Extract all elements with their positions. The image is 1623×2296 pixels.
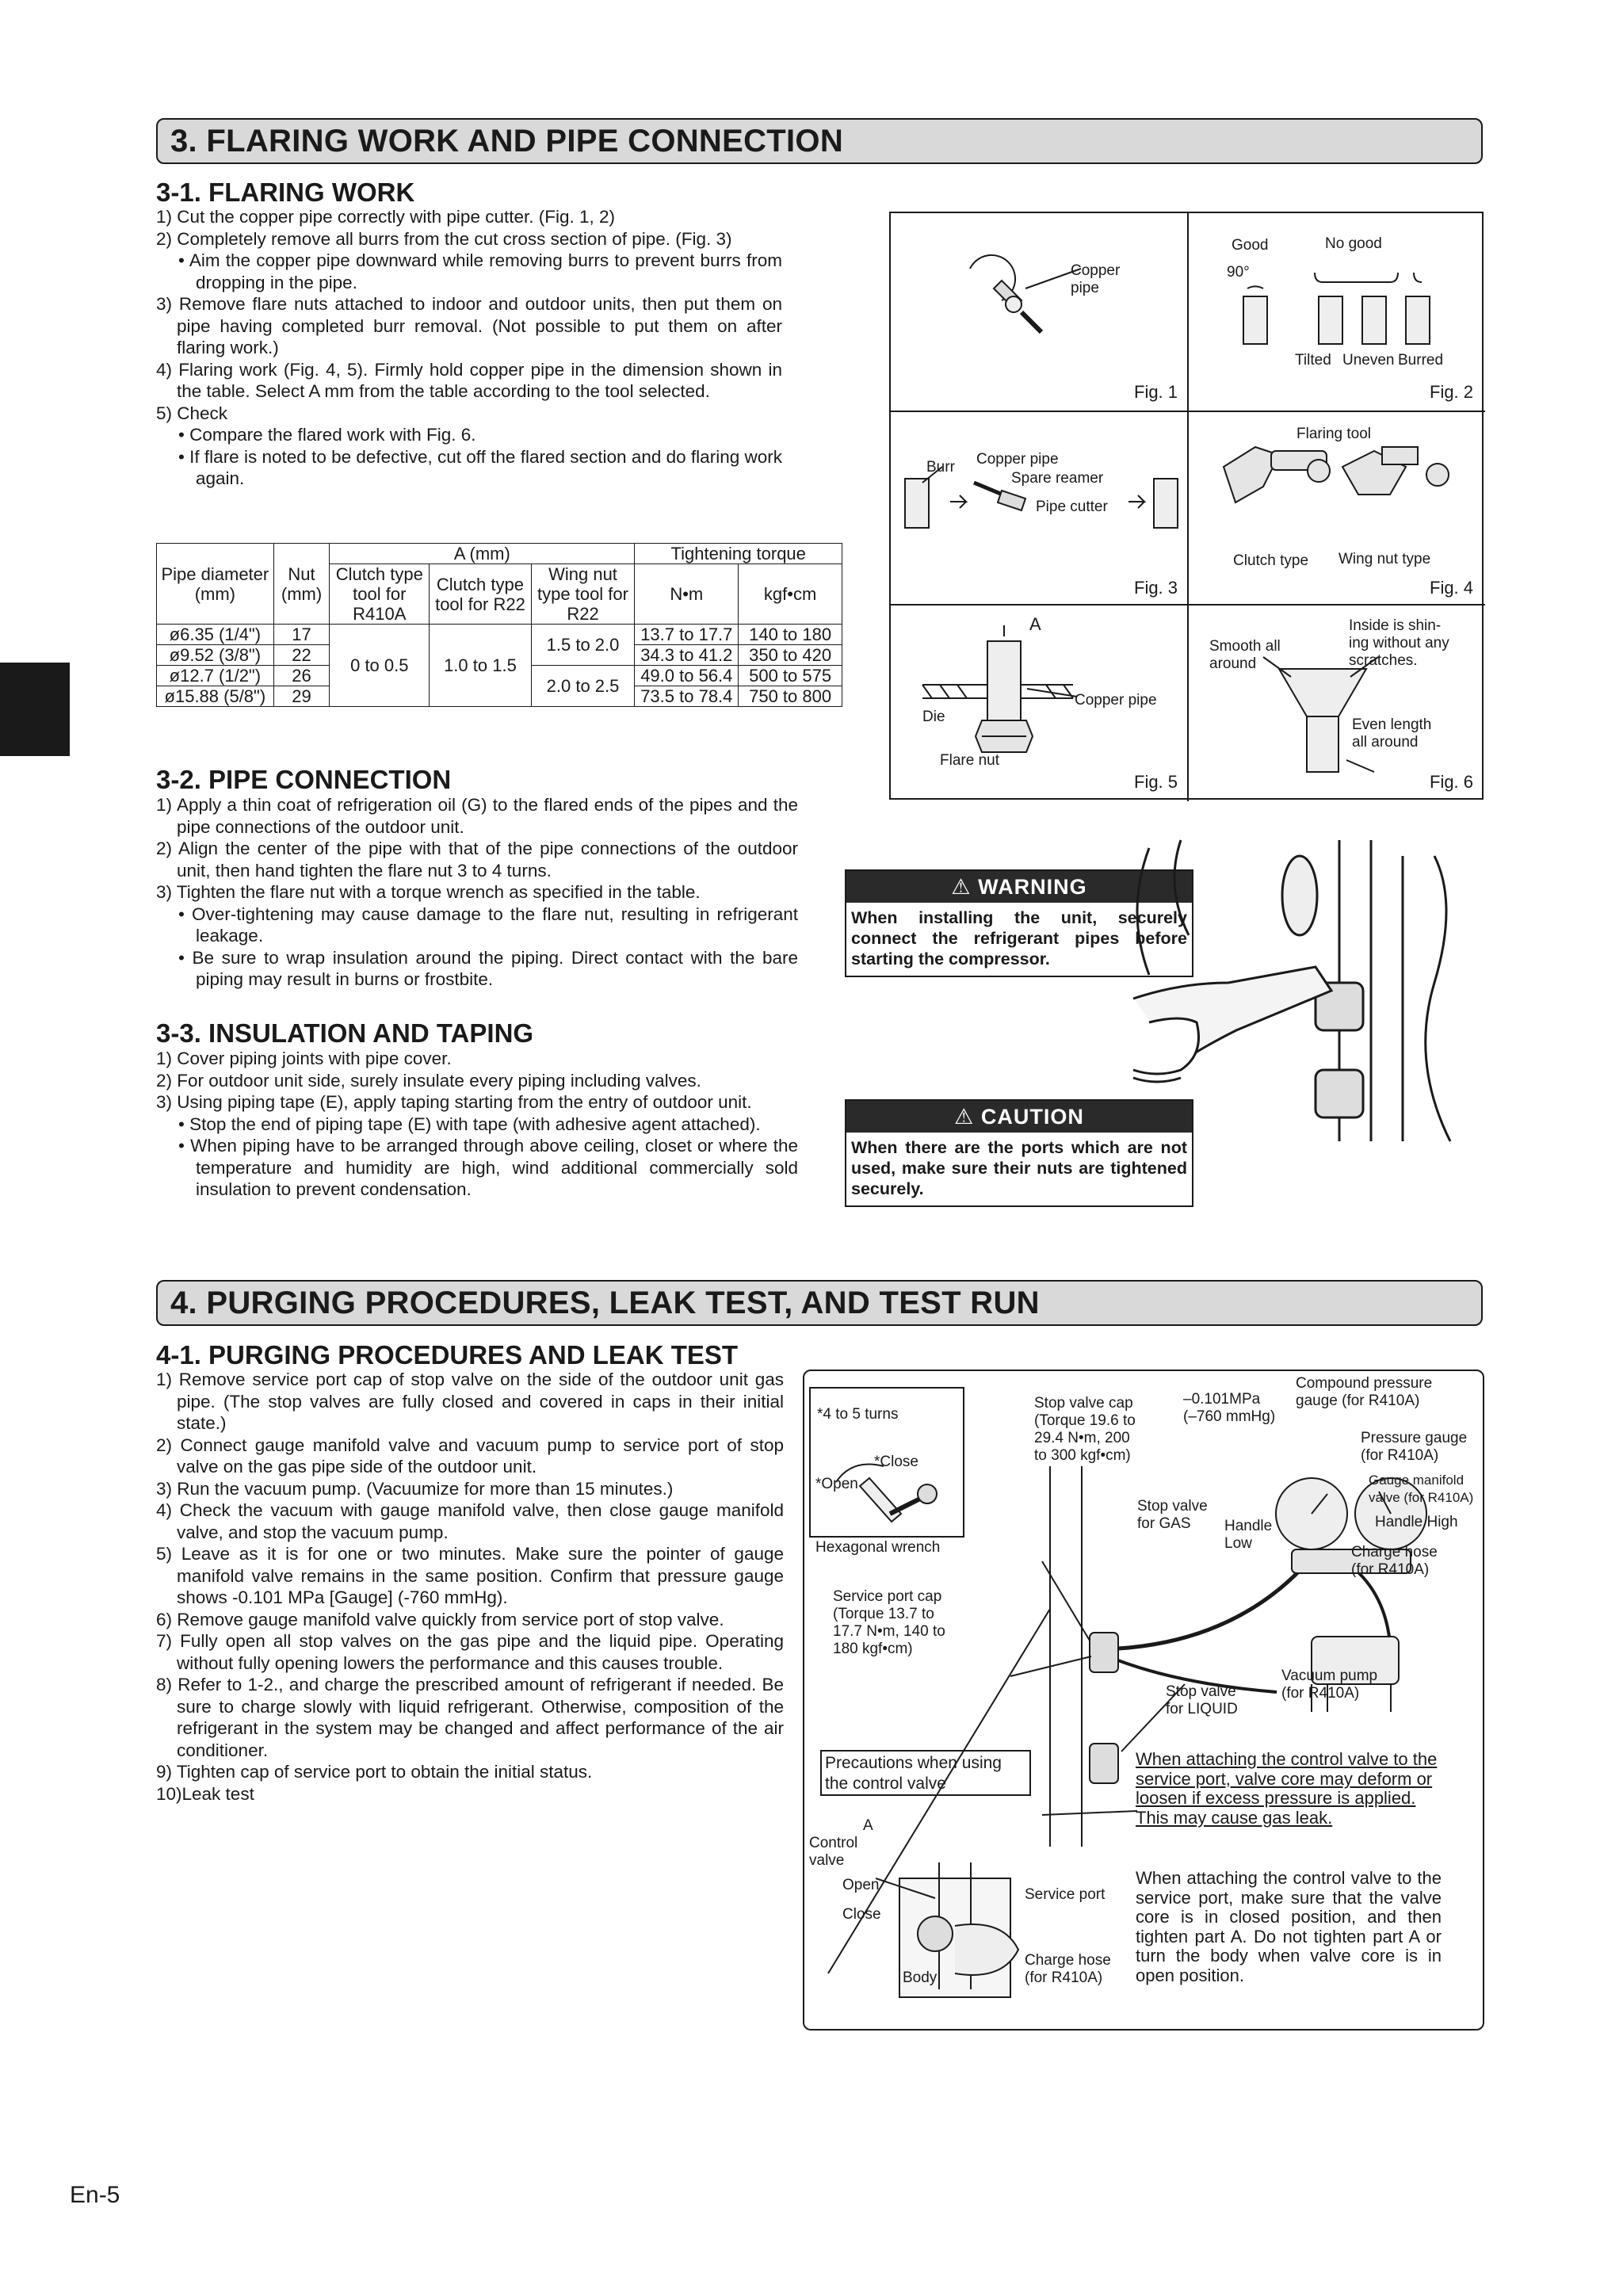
step: 1) Cut the copper pipe correctly with pipe cutter. (Fig. 1, 2) [156,207,616,227]
section-3-header: 3. FLARING WORK AND PIPE CONNECTION [156,118,1483,164]
open-label: *Open [815,1476,858,1492]
th-nm: N•m [635,564,739,625]
svc-label-2: (Torque 19.6 to [1034,1412,1136,1429]
cell-kgf: 350 to 420 [739,645,842,666]
step: 2) For outdoor unit side, surely insulate every piping including valves. [156,1070,701,1091]
cell-nut: 29 [273,686,330,707]
fig6-even-label-1: Even length [1352,716,1432,733]
caution-title: CAUTION [980,1105,1084,1129]
bullet: • Compare the flared work with Fig. 6. [178,425,476,445]
mpa-label-2: (–760 mmHg) [1183,1408,1276,1425]
cell-kgf: 750 to 800 [739,686,842,707]
fig6-inside-label-3: scratches. [1349,652,1418,669]
fig5-die-label: Die [922,709,945,725]
flaring-work-text [156,206,782,490]
th-nut: Nut (mm) [273,544,330,625]
fig1-pipe-label: pipe [1071,280,1099,296]
step: 4) Check the vacuum with gauge manifold valve, then close gauge manifold valve, and stop the vacuum pump. [156,1500,784,1542]
bullet: • Stop the end of piping tape (E) with tape (with adhesive agent attached). [178,1114,761,1134]
fig3-burr-label: Burr [926,459,955,476]
th-wing22: Wing nut type tool for R22 [531,564,635,625]
control-valve-label-2: valve [809,1852,845,1869]
step: 5) Leave as it is for one or two minutes. Make sure the pointer of gauge manifold valve remains in the same position. Confirm that pressure gauge shows -0.101 MPa [Gauge] (-760 mmHg). [156,1544,784,1607]
fig6-inside-label-2: ing without any [1349,635,1449,651]
step: 4) Flaring work (Fig. 4, 5). Firmly hold copper pipe in the dimension shown in the table. Select A mm from the table according to the tool selected. [156,359,782,401]
spc-label-3: 17.7 N•m, 140 to [833,1623,945,1640]
stop-liquid-label-2: for LIQUID [1166,1701,1238,1717]
pressure-label-2: (for R410A) [1361,1447,1439,1464]
charge-hose-2-label-2: (for R410A) [1025,1969,1103,1986]
cell-pipe: ø6.35 (1/4") [157,625,274,645]
fig4-clutch-label: Clutch type [1233,552,1309,569]
handle-low-label-2: Low [1224,1535,1252,1552]
fig5-copper-label: Copper pipe [1075,692,1157,709]
cell-nut: 22 [273,645,330,666]
stop-liquid-label-1: Stop valve [1166,1683,1236,1700]
step: 3) Run the vacuum pump. (Vacuumize for more than 15 minutes.) [156,1478,674,1499]
body-label: Body [903,1969,938,1986]
caution-icon: ⚠ [954,1105,975,1129]
flaring-figures [889,212,1484,800]
page-number: En-5 [70,2182,120,2208]
bullet: • If flare is noted to be defective, cut off the flared section and do flaring work again. [178,446,782,488]
control-valve-instruction-note: When attaching the control valve to the service port, make sure that the valve core is in closed position, and then tighten part A. Do not tighten part A or turn the body when valve core is in open position. [1136,1868,1442,1985]
fig4-flaring-tool-label: Flaring tool [1296,426,1371,442]
cell-nm: 34.3 to 41.2 [635,645,739,666]
purging-text [156,1369,784,1805]
section-4-header: 4. PURGING PROCEDURES, LEAK TEST, AND TEST RUN [156,1280,1483,1326]
step: 3) Remove flare nuts attached to indoor and outdoor units, then put them on pipe having completed burr removal. (Not possible to put them on after flaring work.) [156,294,782,357]
fig2-tilted-label: Tilted [1295,352,1331,369]
spc-label-2: (Torque 13.7 to [833,1606,934,1622]
th-clutch22: Clutch type tool for R22 [430,564,531,625]
th-torque: Tightening torque [635,544,842,564]
charge-hose-2-label-1: Charge hose [1025,1952,1111,1969]
step: 1) Apply a thin coat of refrigeration oil (G) to the flared ends of the pipes and the pipe connections of the outdoor unit. [156,795,798,837]
side-tab [0,663,70,756]
warning-body: When installing the unit, securely connect the refrigerant pipes before starting the compressor. [851,908,1187,968]
cell-wing-b: 2.0 to 2.5 [531,666,635,707]
torque-wrench-illustration [1133,840,1482,1165]
step: 9) Tighten cap of service port to obtain the initial status. [156,1762,593,1782]
pipe-connection-heading: 3-2. PIPE CONNECTION [156,765,452,794]
fig6-inside-label-1: Inside is shin- [1349,617,1442,634]
cell-wing-a: 1.5 to 2.0 [531,625,635,666]
compound-label-2: gauge (for R410A) [1296,1392,1420,1409]
th-pipe: Pipe diameter (mm) [157,544,274,625]
fig5-a-label: A [1029,614,1041,634]
precautions-label-1: Precautions when using [825,1754,1002,1772]
step: 1) Remove service port cap of stop valve on the side of the outdoor unit gas pipe. (The stop valves are fully closed and covered in caps in their initial state.) [156,1370,784,1433]
cv-close-label: Close [842,1906,881,1923]
spc-label-1: Service port cap [833,1588,942,1605]
warning-icon: ⚠ [951,875,972,899]
cell-pipe: ø15.88 (5/8") [157,686,274,707]
compound-label-1: Compound pressure [1296,1375,1433,1392]
fig1-copper-label: Copper [1071,262,1121,279]
th-kgf: kgf•cm [739,564,842,625]
cv-open-label: Open [842,1877,880,1893]
th-clutch410: Clutch type tool for R410A [330,564,430,625]
fig2-angle-label: 90° [1227,264,1250,281]
flare-spec-table [156,543,842,707]
hex-wrench-label: Hexagonal wrench [815,1539,941,1556]
fig6-even-label-2: all around [1352,734,1419,751]
fig6-smooth-label-1: Smooth all [1209,638,1281,655]
purging-diagram [803,1370,1484,2030]
precautions-box [820,1750,1031,1796]
fig2-uneven-label: Uneven [1342,352,1395,369]
handle-high-label: Handle High [1375,1514,1458,1530]
figure-grid-lines [891,213,1485,801]
stop-gas-label-2: for GAS [1137,1515,1191,1532]
bullet: • When piping have to be arranged through above ceiling, closet or where the temperature and humidity are high, wind additional commercially sold insulation to prevent condensation. [178,1136,798,1199]
charge-hose-label-2: (for R410A) [1351,1561,1430,1578]
cell-clutch22: 1.0 to 1.5 [430,625,531,707]
cell-pipe: ø12.7 (1/2") [157,666,274,686]
insulation-heading: 3-3. INSULATION AND TAPING [156,1018,534,1048]
fig3-copper-label: Copper pipe [976,451,1059,468]
cell-nm: 13.7 to 17.7 [635,625,739,645]
step: 5) Check [156,403,228,423]
flare-die-drawing [922,625,1077,752]
svc-label-4: to 300 kgf•cm) [1034,1447,1131,1464]
flaring-tools-drawing [1224,447,1449,502]
fig2-good-label: Good [1232,237,1269,254]
bullet: • Be sure to wrap insulation around the piping. Direct contact with the bare piping may result in burns or frostbite. [178,947,798,989]
fig1-caption: Fig. 1 [1134,382,1178,402]
vacuum-label-2: (for R410A) [1281,1685,1360,1702]
pressure-label-1: Pressure gauge [1361,1430,1468,1446]
fig2-no-good-label: No good [1325,235,1382,252]
turns-label: *4 to 5 turns [817,1406,899,1423]
step: 10)Leak test [156,1783,254,1804]
manifold-label-2: valve (for R410A) [1369,1490,1474,1505]
step: 7) Fully open all stop valves on the gas pipe and the liquid pipe. Operating without fully opening lowers the performance and this causes trouble. [156,1631,784,1673]
fig3-reamer-label: Spare reamer [1011,470,1104,487]
flaring-work-heading: 3-1. FLARING WORK [156,178,415,207]
cell-nm: 49.0 to 56.4 [635,666,739,686]
fig2-burred-label: Burred [1398,352,1444,369]
cell-kgf: 500 to 575 [739,666,842,686]
step: 2) Connect gauge manifold valve and vacuum pump to service port of stop valve on the gas pipe side of the outdoor unit. [156,1435,784,1477]
cell-nut: 26 [273,666,330,686]
fig2-caption: Fig. 2 [1430,382,1474,402]
cell-kgf: 140 to 180 [739,625,842,645]
fig3-caption: Fig. 3 [1134,578,1178,598]
fig3-cutter-label: Pipe cutter [1036,499,1108,515]
fig6-smooth-label-2: around [1209,655,1257,672]
stop-gas-label-1: Stop valve [1137,1498,1208,1515]
cell-nm: 73.5 to 78.4 [635,686,739,707]
cell-nut: 17 [273,625,330,645]
step: 2) Align the center of the pipe with that of the pipe connections of the outdoor unit, then hand tighten the flare nut 3 to 4 turns. [156,839,798,881]
close-label: *Close [874,1454,918,1470]
caution-body: When there are the ports which are not used, make sure their nuts are tightened securely. [851,1138,1187,1198]
part-a-label: A [863,1817,873,1834]
control-valve-label-1: Control [809,1835,858,1851]
vacuum-label-1: Vacuum pump [1281,1668,1378,1684]
svc-label-1: Stop valve cap [1034,1395,1133,1412]
bullet: • Over-tightening may cause damage to the flare nut, resulting in refrigerant leakage. [178,904,798,946]
insulation-text [156,1048,798,1201]
svc-label-3: 29.4 N•m, 200 [1034,1430,1130,1446]
fig4-caption: Fig. 4 [1430,578,1474,598]
pipe-connection-text [156,794,798,991]
step: 1) Cover piping joints with pipe cover. [156,1049,452,1068]
step: 8) Refer to 1-2., and charge the prescribed amount of refrigerant if needed. Be sure to charge slowly with liquid refrigerant. Otherwise, composition of the refrigerant in the system may be changed and affect performance of the air conditioner. [156,1675,784,1760]
bullet: • Aim the copper pipe downward while removing burrs to prevent burrs from dropping in the pipe. [178,250,782,292]
cell-clutch410: 0 to 0.5 [330,625,430,707]
step: 3) Tighten the flare nut with a torque wrench as specified in the table. [156,882,701,902]
manifold-label-1: Gauge manifold [1369,1473,1465,1488]
spc-label-4: 180 kgf•cm) [833,1641,913,1657]
fig5-flare-nut-label: Flare nut [940,752,999,769]
cell-pipe: ø9.52 (3/8") [157,645,274,666]
fig6-caption: Fig. 6 [1430,772,1474,792]
control-valve-warning-note: When attaching the control valve to the service port, valve core may deform or loosen if excess pressure is applied. This may cause gas leak. [1136,1749,1438,1828]
step: 2) Completely remove all burrs from the cut cross section of pipe. (Fig. 3) [156,228,732,249]
precautions-label-2: the control valve [825,1775,946,1793]
warning-title: WARNING [978,875,1087,899]
charge-hose-label-1: Charge hose [1351,1544,1438,1561]
fig5-caption: Fig. 5 [1134,772,1178,792]
th-a: A (mm) [330,544,635,564]
flared-pipe-drawing [1263,657,1378,772]
cut-pipe-examples [1243,273,1430,344]
step: 3) Using piping tape (E), apply taping starting from the entry of outdoor unit. [156,1092,752,1112]
pipe-cutter-drawing [970,255,1081,332]
service-port-label: Service port [1025,1886,1106,1903]
mpa-label-1: –0.101MPa [1183,1391,1261,1408]
purging-heading: 4-1. PURGING PROCEDURES AND LEAK TEST [156,1340,739,1370]
handle-low-label-1: Handle [1224,1518,1273,1534]
fig4-wing-label: Wing nut type [1338,551,1431,567]
step: 6) Remove gauge manifold valve quickly from service port of stop valve. [156,1609,724,1629]
